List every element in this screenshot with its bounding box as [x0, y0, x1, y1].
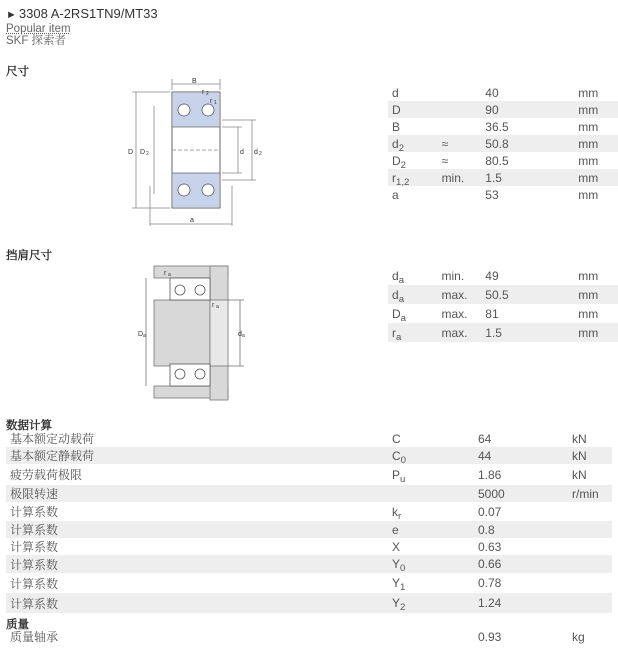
label-r1: r — [210, 98, 213, 105]
table-row: $r_{1,2}$ min. 1.5 mm — [388, 169, 618, 186]
label-b: B — [192, 78, 197, 85]
table-row: B 36.5 mm — [392, 119, 599, 134]
table-row: 质量轴承 0.93 kg — [10, 629, 585, 644]
label-a: a — [190, 217, 194, 224]
table-row: $d_a$ min. 49 mm — [392, 268, 599, 286]
mass-heading: 质量 — [6, 619, 29, 631]
label-d2: d — [254, 149, 258, 156]
abutment-heading: 挡肩尺寸 — [6, 250, 52, 262]
label-r2: r — [202, 89, 205, 96]
abutment-diagram — [130, 264, 250, 402]
table-row: a 53 mm — [392, 187, 599, 202]
table-row: $D_2$ ≈ 80.5 mm — [392, 153, 599, 171]
label-Da: D — [138, 331, 144, 338]
table-row: 计算系数 X 0.63 — [10, 539, 502, 554]
popular-item-link[interactable]: Popular item — [6, 23, 71, 35]
label-ra-sub: a — [168, 272, 171, 278]
calculation-heading: 数据计算 — [6, 420, 52, 432]
table-row: D 90 mm — [388, 101, 618, 118]
label-D2: D — [140, 149, 146, 156]
label-ra2-sub: a — [216, 304, 219, 310]
label-da-sub: a — [242, 333, 245, 339]
label-ra2: r — [212, 302, 215, 309]
product-header — [6, 6, 158, 47]
table-row: 计算系数 $Y_1$ 0.78 — [10, 576, 502, 593]
table-row: $D_a$ max. 81 mm — [392, 306, 599, 324]
table-row: $r_a$ max. 1.5 mm — [388, 323, 618, 342]
bearing-dimensions-diagram — [120, 76, 270, 228]
label-r2-sub: 2 — [206, 91, 209, 97]
table-row: $d_2$ ≈ 50.8 mm — [388, 135, 618, 152]
table-row: 计算系数 $k_r$ 0.07 — [10, 504, 502, 522]
dimensions-heading: 尺寸 — [6, 66, 29, 78]
table-row: 计算系数 $Y_0$ 0.66 — [6, 555, 612, 573]
table-row: 基本额定动载荷 C 64 kN — [10, 431, 587, 446]
table-row: $d_a$ max. 50.5 mm — [388, 285, 618, 304]
label-d2-sub: 2 — [259, 151, 262, 157]
label-D2-sub: 2 — [146, 151, 149, 157]
abutment-table — [388, 266, 618, 342]
label-D: D — [128, 149, 134, 156]
mass-table — [6, 628, 612, 645]
dimensions-table — [388, 84, 618, 203]
calculation-table — [6, 430, 612, 613]
table-row: 基本额定静载荷 $C_0$ 44 kN — [6, 447, 612, 464]
table-row: 疲劳载荷极限 $P_u$ 1.86 kN — [10, 467, 587, 485]
label-da: d — [238, 331, 242, 338]
table-row: 极限转速 5000 r/min — [6, 485, 612, 502]
table-row: d 40 mm — [392, 85, 599, 100]
label-ra: r — [164, 270, 167, 277]
table-row: 计算系数 $Y_2$ 1.24 — [6, 593, 612, 613]
product-designation: 3308 A-2RS1TN9/MT33 — [18, 6, 158, 21]
product-title — [6, 6, 158, 23]
label-Da-sub: a — [143, 333, 146, 339]
label-r1-sub: 1 — [214, 100, 217, 106]
table-row: 计算系数 e 0.8 — [6, 521, 612, 538]
skf-explorer-label: SKF 探索者 — [6, 35, 67, 47]
label-d: d — [240, 149, 244, 156]
triangle-right-icon: ► — [6, 9, 17, 21]
